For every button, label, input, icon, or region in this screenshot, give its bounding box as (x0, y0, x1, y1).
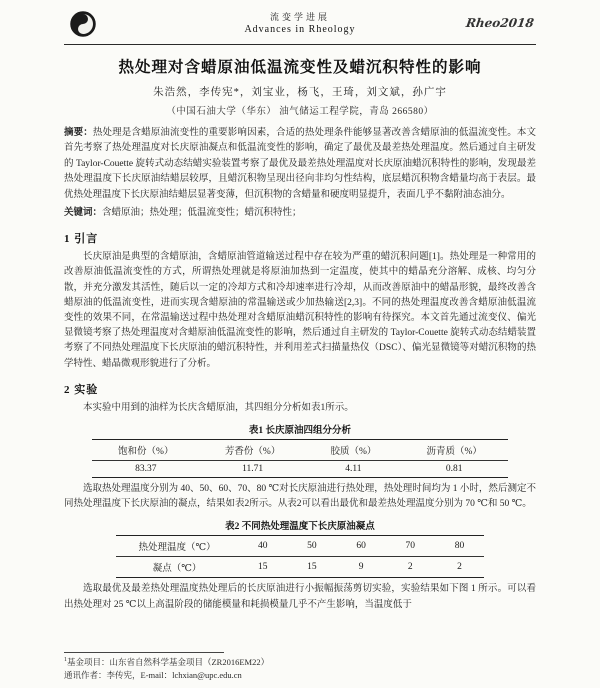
authors-line: 朱浩然，李传宪*，刘宝业，杨飞，王琦，刘文斌，孙广宇 (153, 87, 447, 98)
journal-header (64, 10, 536, 45)
table2-cell: 9 (358, 562, 364, 573)
table1-header-cell: 芳香份（%） (224, 446, 281, 457)
introduction-paragraph: 长庆原油是典型的含蜡原油，含蜡原油管道输送过程中存在较为严重的蜡沉积问题[1]。热处理是一种常用的改善原油低温流变性的方式，所谓热处理就是将原油加热到一定温度，使其中的蜡晶充分溶解、成核、均匀分散，并充分激发其活性，随后以一定的冷却方式和冷却速率进行冷却，从而改善原油中的蜡晶形貌，最终改善含蜡原油的低温流变性，进而实现含蜡原油的常温输送或少加热输送[2,3]。不同的热处理温度改善含蜡原油低温流变性的效果不同，在常温输送过程中热处理对含蜡原油蜡沉积特性的影响有待探究。本文首先通过流变仪、偏光显微镜考察了热处理温度对含蜡原油低温流变性的影响，然后通过自主研发的 Taylor-Couette 旋转式动态结蜡装置考察了不同热处理温度下长庆原油的蜡沉积特性，并利用差式扫描量热仪（DSC）、偏光显微镜等对蜡沉积物的热学特性、蜡晶微观形貌进行了分析。 (64, 252, 536, 369)
table1-value-row (92, 460, 507, 477)
table2-gel-points (116, 535, 484, 578)
abstract-block (64, 126, 536, 203)
affiliation-line: （中国石油大学（华东） 油气储运工程学院，青岛 266580） (166, 107, 434, 117)
table2-cell: 50 (307, 541, 317, 552)
footnote-fund-text: 基金项目：山东省自然科学基金项目（ZR2016EM22） (66, 656, 270, 667)
table2-cell: 2 (407, 562, 413, 573)
footnote-marker: 1 (64, 656, 67, 663)
abstract-label: 摘要： (64, 128, 93, 138)
table1-header-cell: 胶质（%） (330, 446, 377, 457)
table1-cell: 83.37 (135, 463, 157, 474)
footnote-fund-line (64, 656, 536, 669)
footnote-divider (64, 652, 224, 653)
keywords-block (64, 206, 536, 221)
journal-name-cn: 流变学进展 (269, 12, 330, 22)
table1-header-cell: 饱和份（%） (118, 446, 174, 457)
table2-caption: 表2 不同热处理温度下长庆原油凝点 (225, 522, 375, 533)
table1-cell: 11.71 (242, 463, 264, 474)
journal-name-en: Advances in Rheology (244, 24, 356, 35)
table2-row-temperature (116, 536, 484, 557)
table2-row-label: 热处理温度（℃） (138, 543, 216, 554)
section-heading-introduction: 1 引言 (64, 233, 99, 246)
experiment-paragraph-1: 本实验中用到的油样为长庆含蜡原油，其四组分分析如表1所示。 (83, 402, 354, 413)
table2-row-gel-point (116, 557, 484, 578)
paper-title: 热处理对含蜡原油低温流变性及蜡沉积特性的影响 (118, 59, 482, 76)
experiment-paragraph-2: 选取热处理温度分别为 40、50、60、70、80 ℃对长庆原油进行热处理，热处理时间均为 1 小时，然后测定不同热处理温度下长庆原油的凝点，结果如表2所示。从表2可以看出最优和最差热处理温度分别为 70 ℃和 50 ℃。 (64, 483, 536, 510)
issue-script: Rheo2018 (465, 16, 535, 30)
table2-cell: 15 (307, 562, 317, 573)
table1-cell: 0.81 (445, 463, 463, 474)
table2-cell: 40 (257, 541, 268, 552)
footnote-contact-line: 通讯作者：李传宪，E-mail：lchxian@upc.edu.cn (64, 669, 242, 680)
table2-cell: 80 (454, 541, 465, 552)
abstract-text: 热处理是含蜡原油流变性的重要影响因素，合适的热处理条件能够显著改善含蜡原油的低温流变性。本文首先考察了热处理温度对长庆原油凝点和低温流变性的影响，确定了最优及最差热处理温度。然后通过自主研发的 Taylor-Couette 旋转式动态结蜡实验装置考察了最优及最差热处理温度对长庆原油蜡沉积特性的影响，发现最差热处理温度下长庆原油结蜡层较厚，且蜡沉积物呈现出径向非均匀性结构，底层蜡沉积物含蜡量均高于表层。最优热处理温度下长庆原油结蜡层显著变薄，但沉积物的含蜡量和硬度明显提升，表面几乎不黏附油态油分。 (64, 128, 536, 200)
table2-cell: 2 (457, 562, 462, 573)
table1-four-components (92, 439, 507, 478)
table1-header-cell: 沥青质（%） (426, 446, 482, 457)
table2-cell: 15 (257, 562, 268, 573)
table1-header-row (92, 439, 507, 460)
table2-row-label: 凝点（℃） (152, 564, 202, 575)
section-heading-experiment: 2 实验 (64, 383, 99, 396)
table2-cell: 70 (405, 541, 415, 552)
table1-caption: 表1 长庆原油四组分分析 (248, 425, 352, 436)
keywords-text: 含蜡原油；热处理；低温流变性；蜡沉积特性； (102, 207, 302, 218)
table2-cell: 60 (356, 541, 366, 552)
table1-cell: 4.11 (345, 463, 362, 474)
keywords-label: 关键词： (64, 207, 103, 218)
experiment-paragraph-3: 选取最优及最差热处理温度热处理后的长庆原油进行小振幅振荡剪切实验，实验结果如下图 1 所示。可以看出热处理对 25 ℃以上高温阶段的储能模量和耗损模量几乎不产生影响，当温度低于 (64, 584, 536, 610)
footnote-block (64, 649, 536, 682)
